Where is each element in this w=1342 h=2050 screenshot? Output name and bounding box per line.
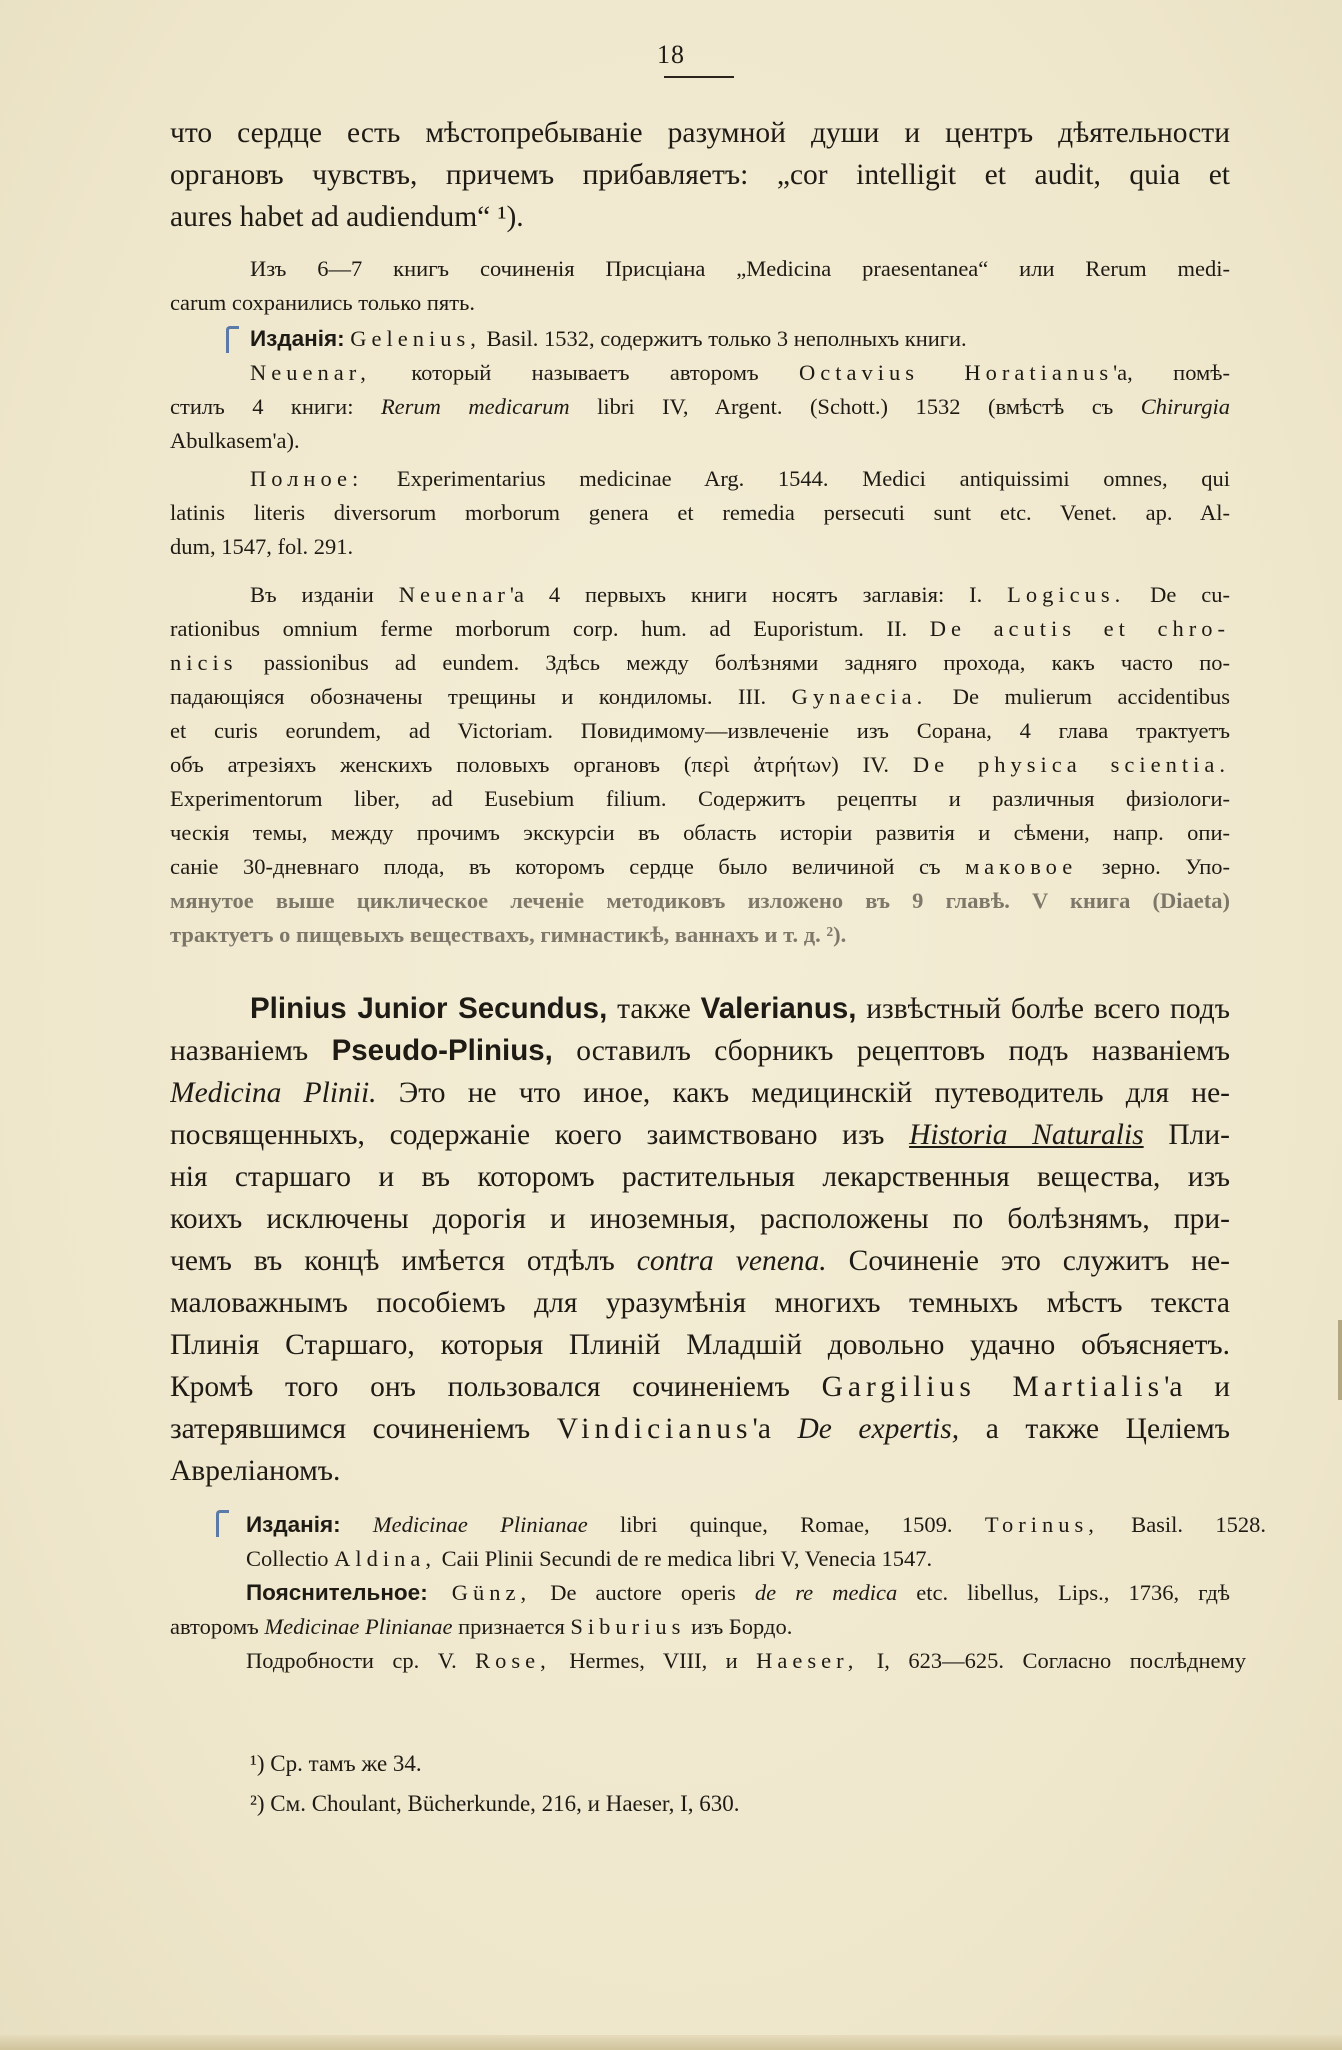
author-name: Vindicianus: [556, 1413, 753, 1445]
text: Пли-: [1143, 1119, 1230, 1151]
text-line: [170, 748, 1230, 782]
text: etc. libellus, Lips., 1736, гдѣ: [897, 1580, 1230, 1605]
edition-text: 'a, помѣ-: [1113, 360, 1230, 385]
author-name: Torinus,: [984, 1512, 1099, 1537]
text-line: [170, 1240, 1230, 1282]
text: Collectio: [246, 1546, 335, 1571]
editions-plinius: [170, 1508, 1266, 1678]
edition-text: libri IV, Argent. (Schott.) 1532 (вмѣстѣ съ: [569, 394, 1141, 419]
book-title: Historia Naturalis: [909, 1119, 1144, 1151]
text-line: Авреліаномъ.: [170, 1455, 341, 1487]
text: Подробности ср. V.: [246, 1648, 476, 1673]
text-line: [170, 1576, 1230, 1610]
footnote-1: ¹) Ср. тамъ же 34.: [250, 1751, 422, 1776]
book-title: contra venena.: [636, 1245, 827, 1277]
author-name: Gargilius Martialis: [821, 1371, 1165, 1403]
text-line: органовъ чувствъ, причемъ прибавляетъ: „cor intelligit et audit, quia et: [170, 159, 1230, 191]
text: 'a: [752, 1413, 798, 1445]
text: Сочиненіе это служитъ не-: [826, 1245, 1230, 1277]
book-title: Medicinae Plinianae: [340, 1512, 588, 1537]
text: Caii Plinii Secundi de re medica libri V, Venecia 1547.: [436, 1546, 933, 1571]
book-title: De expertis,: [797, 1413, 960, 1445]
text: Въ изданіи: [250, 582, 399, 607]
text-line: ческія темы, между прочимъ экскурсіи въ область исторіи развитія и сѣмени, напр. опи-: [170, 820, 1230, 845]
text: 'a и: [1164, 1371, 1230, 1403]
text: признается: [452, 1614, 571, 1639]
text-line: [170, 1644, 1246, 1678]
text-line: carum сохранились только пять.: [170, 290, 475, 315]
text-line: мянутое выше циклическое леченіе методиковъ изложено въ 9 главѣ. V книга (Diaeta): [170, 888, 1230, 913]
text-line: [170, 612, 1230, 646]
author-name: Pseudo-Plinius,: [331, 1034, 553, 1067]
book-title: De acutis et chro-: [929, 616, 1230, 641]
author-name: Siburius: [570, 1614, 686, 1639]
book-title: nicis: [170, 650, 238, 675]
text: rationibus omnium ferme morborum corp. hum. ad Euporistum. II.: [170, 616, 930, 641]
book-title: De physica scientia.: [912, 752, 1230, 777]
author-name: Neuenar,: [250, 360, 371, 385]
editions-label: Изданія:: [246, 1512, 341, 1537]
text: De mulierum accidentibus: [927, 684, 1230, 709]
text-line: [170, 322, 1230, 356]
text-line: Изъ 6—7 книгъ сочиненія Присціана „Medicina praesentanea“ или Rerum medi-: [250, 256, 1230, 281]
text-line: [170, 988, 1230, 1030]
text: Hermes, VIII, и: [550, 1648, 757, 1673]
text-line: Плинія Старшаго, которыя Плиній Младшій довольно удачно объясняетъ.: [170, 1329, 1230, 1361]
full-label: Полное:: [250, 466, 364, 491]
text: извѣстный болѣе всего подъ: [856, 993, 1230, 1025]
text-line: [170, 1508, 1266, 1542]
text-line: [170, 1072, 1230, 1114]
text-line: нія старшаго и въ которомъ растительныя лекарственныя вещества, изъ: [170, 1161, 1230, 1193]
text: изъ Бордо.: [685, 1614, 793, 1639]
page-number: 18: [657, 40, 685, 69]
paragraph-plinius: [170, 988, 1230, 1492]
edition-text: стилъ 4 книги:: [170, 394, 381, 419]
edition-text: Basil. 1532, содержитъ только 3 неполныхъ книги.: [480, 326, 967, 351]
text: чемъ въ концѣ имѣется отдѣлъ: [170, 1245, 637, 1277]
author-name: Haeser,: [756, 1648, 859, 1673]
text: зерно. Упо-: [1077, 854, 1230, 879]
text: libri quinque, Romae, 1509.: [587, 1512, 985, 1537]
text-line: [170, 680, 1230, 714]
paragraph-heart: [170, 112, 1230, 238]
text-line: коихъ исключены дорогія и иноземныя, расположены по болѣзнямъ, при-: [170, 1203, 1230, 1235]
text-line: трактуетъ о пищевыхъ веществахъ, гимнастикѣ, ваннахъ и т. д. ²).: [170, 922, 847, 947]
page-bottom-edge: [0, 2035, 1342, 2050]
text: De cu-: [1125, 582, 1230, 607]
book-title: Chirurgia: [1140, 394, 1230, 419]
text: падающіяся обозначены трещины и кондиломы. III.: [170, 684, 792, 709]
editions-label: Изданія:: [250, 326, 345, 351]
text-line: [170, 578, 1230, 612]
paragraph-priscian: [170, 252, 1230, 320]
text: маковое: [965, 854, 1078, 879]
text-line: et curis eorundem, ad Victoriam. Повидимому—извлеченіе изъ Сорана, 4 глава трактуетъ: [170, 718, 1230, 743]
text-line: [170, 390, 1230, 424]
text-line: latinis literis diversorum morborum genera et remedia persecuti sunt etc. Venet. ap. Al-: [170, 500, 1230, 525]
text: объ атрезіяхъ женскихъ половыхъ органовъ (περὶ ἀτρήτων) IV.: [170, 752, 913, 777]
text: passionibus ad eundem. Здѣсь между болѣзнями задняго прохода, какъ часто по-: [237, 650, 1230, 675]
book-title: Logicus.: [1007, 582, 1126, 607]
author-name: Neuenar: [398, 582, 510, 607]
text-line: что сердце есть мѣстопребываніе разумной души и центръ дѣятельности: [170, 117, 1230, 149]
book-title: Medicinae Plinianae: [264, 1614, 453, 1639]
text: а также Целіемъ: [959, 1413, 1230, 1445]
text-line: [170, 646, 1230, 680]
edition-text: который называетъ авторомъ: [370, 360, 800, 385]
text: Кромѣ того онъ пользовался сочиненіемъ: [170, 1371, 822, 1403]
text-line: aures habet ad audiendum“ ¹).: [170, 201, 524, 233]
text-line: [170, 1030, 1230, 1072]
text: Basil. 1528.: [1098, 1512, 1266, 1537]
book-title: Rerum medicarum: [380, 394, 570, 419]
author-name: Aldina,: [334, 1546, 436, 1571]
text: названіемъ: [170, 1035, 332, 1067]
text: авторомъ: [170, 1614, 265, 1639]
edition-text: Experimentarius medicinae Arg. 1544. Medici antiquissimi omnes, qui: [363, 466, 1230, 491]
text: 'a 4 первыхъ книги носятъ заглавія: I.: [509, 582, 1008, 607]
page-number-rule: [664, 76, 734, 78]
text: саніе 30-дневнаго плода, въ которомъ сердце было величиной съ: [170, 854, 966, 879]
paragraph-neuenar: [170, 578, 1230, 952]
book-title: Medicina Plinii.: [170, 1077, 377, 1109]
author-name: Günz,: [427, 1580, 532, 1605]
author-name: Valerianus,: [700, 992, 857, 1025]
book-title: de re medica: [754, 1580, 898, 1605]
text-line: [170, 1366, 1230, 1408]
text-line: маловажнымъ пособіемъ для уразумѣнія многихъ темныхъ мѣстъ текста: [170, 1287, 1230, 1319]
author-name: Gelenius,: [350, 326, 481, 351]
text-line: dum, 1547, fol. 291.: [170, 534, 354, 559]
text: De auctore operis: [531, 1580, 755, 1605]
book-title: Gynaecia.: [791, 684, 928, 709]
author-name: Rose,: [475, 1648, 551, 1673]
footnotes: [250, 1744, 1150, 1824]
text: также: [607, 993, 701, 1025]
explanatory-label: Пояснительное:: [246, 1580, 428, 1605]
text: затерявшимся сочиненіемъ: [170, 1413, 557, 1445]
footnote-2: ²) См. Choulant, Bücherkunde, 216, и Haeser, I, 630.: [250, 1791, 740, 1816]
text-line: Experimentorum liber, ad Eusebium filium. Содержитъ рецепты и различныя физіологи-: [170, 786, 1230, 811]
author-name: Octavius Horatianus: [799, 360, 1114, 385]
text: I, 623—625. Согласно послѣднему: [858, 1648, 1246, 1673]
text: посвященныхъ, содержаніе коего заимствовано изъ: [170, 1119, 910, 1151]
page-edge: [1338, 1320, 1342, 1400]
text-line: [170, 1542, 1230, 1576]
text-line: Abulkasem'a).: [170, 428, 300, 453]
text-line: [170, 1408, 1230, 1450]
text-line: [170, 1610, 1230, 1644]
text-line: [170, 1114, 1230, 1156]
author-name: Plinius Junior Secundus,: [250, 992, 608, 1025]
text-line: [170, 850, 1230, 884]
editions-priscian: [170, 322, 1230, 564]
text-line: [170, 462, 1230, 496]
text-line: [170, 356, 1230, 390]
text: Это не что иное, какъ медицинскій путеводитель для не-: [376, 1077, 1230, 1109]
text: оставилъ сборникъ рецептовъ подъ названіемъ: [552, 1035, 1230, 1067]
